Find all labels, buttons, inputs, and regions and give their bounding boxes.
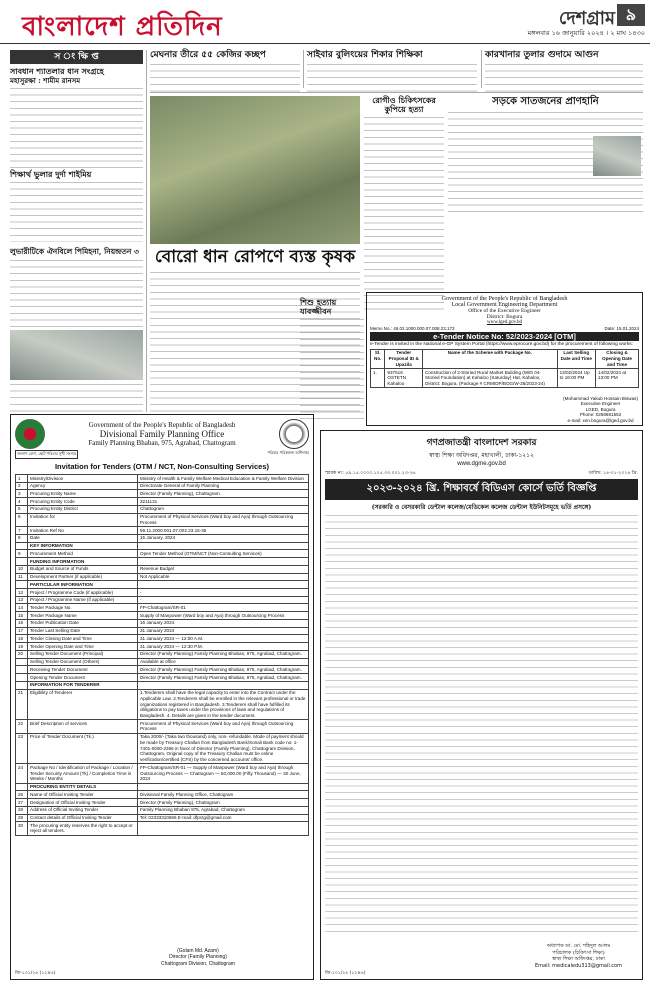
- table-row: [16, 658, 309, 666]
- dfp-cell: Eligibility of Tenderer: [28, 689, 138, 720]
- region-title: দেশগ্রাম: [558, 8, 615, 29]
- table-row: [16, 674, 309, 682]
- lged-th-id: Tender Proposal ID & Upazila: [385, 349, 423, 368]
- dfp-cell: Package No / Identification of Package / Location / Tender Security Amount (Tk) / Completion Time in Weeks / Months: [28, 764, 138, 783]
- brief-story-1[interactable]: [10, 67, 143, 168]
- road-photo: [593, 136, 641, 176]
- brief-story-2[interactable]: [10, 170, 143, 242]
- dfp-cell: Director (Family Planning) Family Planning Bhaban, 975, Agrabad, Chattogram.: [138, 674, 309, 682]
- dfp-cell: 19: [16, 643, 28, 651]
- column-rule: [146, 50, 147, 412]
- dfp-cell: Selling Tender Document (Others): [28, 658, 138, 666]
- dghs-gov-title: গণপ্রজাতন্ত্রী বাংলাদেশ সরকার: [426, 438, 537, 448]
- boro-paddy-photo: [150, 96, 360, 244]
- lged-signer: (Mohammad Yakub Hossain Biswas): [563, 395, 638, 401]
- dfp-cell: Chattogram: [138, 505, 309, 513]
- dfp-cell: 3: [16, 490, 28, 498]
- dfp-cell: [16, 581, 28, 589]
- dfp-cell: [138, 581, 309, 589]
- table-row: [16, 733, 309, 764]
- dfp-cell: Project / Programme Name (if applicable): [28, 596, 138, 604]
- dghs-ref: জি-১০১/২৪ (১২×৪): [325, 971, 366, 976]
- dfp-cell: 13: [16, 596, 28, 604]
- lged-gov-title: Government of the People's Republic of Bangladesh: [441, 296, 568, 302]
- dfp-cell: Budget and Source of Funds: [28, 565, 138, 573]
- dfp-cell: 28: [16, 806, 28, 814]
- dfp-cell: [138, 681, 309, 689]
- dfp-cell: 29: [16, 814, 28, 822]
- dfp-cell: FUNDING INFORMATION: [28, 558, 138, 566]
- dfp-cell: Tender Closing Date and Time: [28, 635, 138, 643]
- table-row: [16, 604, 309, 612]
- table-row: [16, 596, 309, 604]
- dfp-tender-table: [15, 474, 309, 836]
- dghs-headline: ২০২৩-২০২৪ খ্রি. শিক্ষাবর্ষে বিডিএস কোর্সে ভর্তি বিজ্ঞপ্তি: [325, 479, 638, 500]
- dfp-cell: Taka 2000/- (Taka two thousand) only, non- refundable. Mode of payment should be made by Treasury Challan from Bangladesh Bank/Sonali Bank code no: 1-7401-0000-2366 in favor of Director (Family Planning), Chattogram Division, Chattogram. Original copy of the Treasury Challan must be online verification/certified (CFS) by the concerned accounts' office.: [138, 733, 309, 764]
- fire-headline: শিশু হত্যায় যাবজ্জীবন: [300, 297, 337, 317]
- dfp-cell: Family Planning Bhaban 975, Agrabad, Chattogram: [138, 806, 309, 814]
- dfp-cell: Director (Family Planning) Family Planning Bhaban, 975, Agrabad, Chattogram.: [138, 650, 309, 658]
- dfp-cell: [16, 681, 28, 689]
- lged-th-scheme: Name of the Scheme with Package No.: [423, 349, 558, 368]
- dfp-cell: Receiving Tender Document: [28, 666, 138, 674]
- lged-cell-id: 937516 OSTETN Kahaloo: [385, 369, 423, 388]
- road-story[interactable]: [448, 96, 643, 212]
- lged-signer-org: LGED, Bogura: [585, 406, 616, 412]
- table-row: [16, 527, 309, 535]
- table-row: [16, 619, 309, 627]
- table-row: [16, 581, 309, 589]
- dfp-cell: Invitation Ref No: [28, 527, 138, 535]
- dfp-cell: [16, 783, 28, 791]
- table-row: [16, 589, 309, 597]
- dfp-cell: 21: [16, 689, 28, 720]
- dfp-cell: 9: [16, 550, 28, 558]
- dfp-cell: 18: [16, 635, 28, 643]
- dfp-cell: Open Tender Method (OTM/NCT (Non-Consulting Services): [138, 550, 309, 558]
- masthead: [0, 0, 650, 44]
- cyber-headline: সাইবার বুলিংয়ের শিকার শিক্ষিকা: [307, 50, 423, 60]
- dfp-cell: 8: [16, 534, 28, 542]
- table-row: [16, 650, 309, 658]
- lged-signature-block: [563, 396, 638, 424]
- dfp-cell: 7: [16, 527, 28, 535]
- dghs-signature-block: [535, 943, 622, 969]
- factory-headline: কারখানার তুলার গুদামে আগুন: [485, 50, 599, 60]
- dfp-cell: 6: [16, 513, 28, 526]
- table-row: [16, 534, 309, 542]
- dfp-cell: FP-Chattogram/SR-01 — Supply of Manpower (Ward boy and Aya) through Outsourcing Process — Chattogram — 50,000.00 (Fifty Thousand) — 30 June, 2024: [138, 764, 309, 783]
- dfp-cell: Divisional Family Planning Office, Chattogram: [138, 791, 309, 799]
- dfp-cell: 31 January 2024: [138, 627, 309, 635]
- dghs-body: [325, 515, 638, 935]
- dfp-cell: 15 January, 2024: [138, 534, 309, 542]
- dfp-cell: 10: [16, 565, 28, 573]
- dghs-signer-org: স্বাস্থ্য শিক্ষা অধিদপ্তর, ঢাকা: [552, 956, 605, 962]
- dfp-cell: Not Applicable: [138, 573, 309, 581]
- lged-web[interactable]: www.lged.gov.bd: [486, 320, 523, 325]
- dfp-cell: 1: [16, 475, 28, 483]
- lged-office: Office of the Executive Engineer: [468, 308, 541, 314]
- dfp-cell: Selling Tender Document (Principal): [28, 650, 138, 658]
- page-number: ৯: [617, 4, 645, 26]
- dfp-gov-title: Government of the People's Republic of Bangladesh: [88, 421, 236, 429]
- dfp-cell: Procuring Entity Name: [28, 490, 138, 498]
- table-row: [16, 490, 309, 498]
- dfp-cell: The procuring entity reserves the right to accept or reject all tenders.: [28, 822, 138, 835]
- fire-story[interactable]: [300, 298, 364, 419]
- lged-memo: Memo No.: 46.02.1000.000.07.008.23.173: [370, 326, 455, 331]
- table-row: [16, 573, 309, 581]
- dfp-cell: Invitation for: [28, 513, 138, 526]
- dfp-cell: Procuring Entity Code: [28, 498, 138, 506]
- table-row: [16, 806, 309, 814]
- dfp-cell: PARTICULAR INFORMATION: [28, 581, 138, 589]
- dghs-dept: স্বাস্থ্য শিক্ষা অধিদপ্তর, মহাখালী, ঢাকা-১২১২: [429, 452, 534, 459]
- table-row: [16, 799, 309, 807]
- lged-th-sl: Sl. No.: [371, 349, 385, 368]
- dfp-cell: Director (Family Planning) Family Planning Bhaban, 975, Agrabad, Chattogram.: [138, 666, 309, 674]
- factory-body: [485, 64, 643, 94]
- boro-headline: বোরো ধান রোপণে ব্যস্ত কৃষক: [154, 247, 356, 267]
- dfp-cell: [16, 674, 28, 682]
- brief-1-body: [10, 88, 143, 168]
- dfp-cell: 2: [16, 482, 28, 490]
- dfp-cell: [16, 658, 28, 666]
- dghs-memo: স্মারক নং: ৫৯.১৫.০০০০.১০৫.৩৩.০০১.২৩-২৬: [325, 471, 416, 476]
- lged-notice-title: e-Tender Notice No: 52/2023-2024 [OTM]: [370, 332, 639, 341]
- dfp-cell: Tender Publication Date: [28, 619, 138, 627]
- section-tag: স ং ক্ষি প্ত: [10, 50, 143, 64]
- dfp-cell: 59.11.2000.001.07.002.23.15-35: [138, 527, 309, 535]
- dfp-cell: Agency: [28, 482, 138, 490]
- turtle-story[interactable]: [150, 50, 300, 94]
- dfp-cell: Procurement Method: [28, 550, 138, 558]
- lged-signer-role: Executive Engineer: [580, 401, 621, 406]
- table-row: [16, 475, 309, 483]
- hospital-story[interactable]: [364, 96, 444, 312]
- dfp-cell: 16 January 2024: [138, 619, 309, 627]
- dghs-date: তারিখ: ১৪-০১-২০২৪ খ্রি.: [588, 471, 638, 476]
- table-row: [16, 822, 309, 835]
- table-row: [16, 791, 309, 799]
- table-row: [16, 542, 309, 550]
- fire-body: [300, 319, 364, 419]
- dfp-cell: Tender Package Name: [28, 612, 138, 620]
- table-row: [16, 627, 309, 635]
- dfp-cell: 27: [16, 799, 28, 807]
- dfp-cell: [138, 783, 309, 791]
- hospital-headline: রোগীও চিকিৎসকের কুপিয়ে হত্যা: [372, 95, 436, 115]
- dfp-cell: Revenue Budget: [138, 565, 309, 573]
- lged-tender-ad[interactable]: [366, 292, 643, 426]
- column-rule: [303, 50, 304, 88]
- dfp-cell: 30: [16, 822, 28, 835]
- bangladesh-emblem-icon: [15, 419, 45, 449]
- dfp-cell: KEY INFORMATION: [28, 542, 138, 550]
- table-row: [16, 558, 309, 566]
- dfp-ref: জি-১০১/২৪ (১২×৪): [15, 971, 56, 976]
- dfp-cell: -: [138, 596, 309, 604]
- lged-cell-closing: 14/02/2024 at 13:00 PM: [595, 369, 638, 388]
- table-row: [16, 720, 309, 733]
- dfp-signer-office: Chattogram Division, Chattogram: [161, 960, 235, 967]
- dfp-cell: Date: [28, 534, 138, 542]
- table-row: [16, 814, 309, 822]
- lged-cell-sl: 1.: [371, 369, 385, 388]
- dfp-cell: PROCURING ENTITY DETAILS: [28, 783, 138, 791]
- dfp-cell: Tender Last Selling Date: [28, 627, 138, 635]
- dfp-cell: FP-Chattogram/SR-01: [138, 604, 309, 612]
- brief-3-body: [10, 260, 143, 332]
- dghs-subheadline: (সরকারি ও বেসরকারি ডেন্টাল কলেজ/মেডিকেল কলেজ ডেন্টাল ইউনিটসমূহে ভর্তি প্রসঙ্গে): [371, 504, 592, 511]
- dfp-cell: Ministry of Health & Family Welfare Medical Education & Family Welfare Division: [138, 475, 309, 483]
- brief-1-subtitle: মহাসুরক্ষা : শামীম রানসম: [10, 76, 81, 86]
- table-row: [16, 635, 309, 643]
- dfp-cell: 24: [16, 764, 28, 783]
- dfp-cell: Designation of Official Inviting Tender: [28, 799, 138, 807]
- brief-photo-caption: [10, 384, 143, 412]
- lged-cell-selling: 13/02/2024 Up to 16:00 PM: [557, 369, 595, 388]
- dfp-cell: 22: [16, 720, 28, 733]
- dfp-cell: Price of Tender Document (Tk.): [28, 733, 138, 764]
- dfp-cell: Directorate General of Family Planning: [138, 482, 309, 490]
- table-row: [16, 612, 309, 620]
- lged-email[interactable]: e-mail: xen.bogura@lged.gov.bd: [567, 417, 634, 423]
- turtle-body: [150, 64, 300, 94]
- lged-district: District: Bogura: [486, 314, 523, 320]
- lged-phone: Phone: 0258881552: [579, 412, 622, 417]
- hospital-body: [364, 117, 444, 312]
- table-row: [16, 498, 309, 506]
- lged-cell-scheme: Construction of 2-Storied Rural Market Building (With 04-Storied Foundation) at Kahaloo (Saturday) Hat, Kahaloo, District: Bogura. (Package # CRMIDP/BOG/W-35/2023-24): [423, 369, 558, 388]
- dfp-signer: (Golam Md. Azam): [177, 947, 219, 954]
- brief-3-headline: লুভারীটিকে ঐনবিলে পিমিহনা, নিয়ন্দ্রতন ৩: [10, 247, 139, 256]
- brief-1-headline: সাবধান শ্যাতলার ধান সংগ্রহে: [10, 66, 104, 76]
- dghs-email[interactable]: Email: medicaledu313@gmail.com: [535, 962, 622, 969]
- dfp-signer-role: Director (Family Planning): [169, 954, 227, 960]
- dfp-cell: 16: [16, 619, 28, 627]
- dfp-tag-right: পরিবার পরিকল্পনা অধিদপ্তর: [267, 450, 309, 455]
- dfp-cell: [138, 558, 309, 566]
- dfp-cell: Brief Description of services: [28, 720, 138, 733]
- table-row: [16, 565, 309, 573]
- dfp-cell: 14: [16, 604, 28, 612]
- dghs-admission-ad[interactable]: [320, 430, 643, 980]
- dfp-address: Family Planning Bhaban, 975, Agrabad, Chattogram: [88, 439, 236, 447]
- brief-story-3[interactable]: [10, 248, 143, 332]
- dfp-cell: 31 January 2024 — 12:30 P.M.: [138, 643, 309, 651]
- brief-2-body: [10, 182, 143, 242]
- road-headline: সড়কে সাতজনের প্রাণহানি: [492, 96, 599, 107]
- dghs-signer-role: পরিচালক (চিকিৎসা শিক্ষা): [552, 949, 605, 956]
- table-row: [16, 681, 309, 689]
- dfp-cell: [16, 542, 28, 550]
- table-row: [16, 505, 309, 513]
- dfp-cell: [16, 666, 28, 674]
- dfp-cell: 4: [16, 498, 28, 506]
- table-row: [16, 689, 309, 720]
- table-row: [16, 513, 309, 526]
- dfp-cell: Opening Tender Document: [28, 674, 138, 682]
- dfp-cell: Procurement of Physical Services (Ward boy and Aya) through Outsourcing Process: [138, 513, 309, 526]
- dfp-cell: Name of Official Inviting Tender: [28, 791, 138, 799]
- dfp-cell: 11: [16, 573, 28, 581]
- dfp-tag-left: জনগণ যোগ, ছোট পরিবার সুখী সংসার: [15, 450, 78, 459]
- dfp-cell: [138, 822, 309, 835]
- dfp-cell: Contact details of Official Inviting Tender: [28, 814, 138, 822]
- brief-photo: [10, 330, 143, 380]
- dfp-cell: 17: [16, 627, 28, 635]
- newspaper-logo[interactable]: বাংলাদেশ প্রতিদিন: [22, 12, 223, 42]
- table-row: [16, 783, 309, 791]
- dfp-cell: Tel: 02333310666 E-mail: dfpctg@gmail.com: [138, 814, 309, 822]
- dfp-cell: Tender Package No.: [28, 604, 138, 612]
- dfp-cell: Ministry/Division: [28, 475, 138, 483]
- lged-notice-body: e-Tender is invited in the National e-GP System Portal (https://www.eprocure.gov.bd) for the procurement of following works:: [370, 342, 633, 347]
- lged-date: Date: 15.01.2024: [604, 326, 639, 331]
- dfp-cell: Procuring Entity District: [28, 505, 138, 513]
- dfp-tender-ad[interactable]: [10, 414, 314, 980]
- dfp-cell: Director (Family Planning), Chattogram.: [138, 490, 309, 498]
- table-row: [16, 643, 309, 651]
- dfp-cell: Development Partner (if applicable): [28, 573, 138, 581]
- table-row: [371, 369, 639, 388]
- dfp-cell: -: [138, 589, 309, 597]
- dfp-cell: Supply of Manpower (Ward boy and Aya) through Outsourcing Process: [138, 612, 309, 620]
- column-rule: [481, 50, 482, 88]
- dfp-cell: 15: [16, 612, 28, 620]
- brief-2-headline: শিক্ষার্থ ভুলার দুর্দা শাইমিয়: [10, 169, 92, 179]
- dfp-cell: 12: [16, 589, 28, 597]
- lged-tender-table: [370, 349, 639, 388]
- dghs-signer: অধ্যাপক ডা. মো. শহিদুল আলম: [546, 943, 611, 949]
- dfp-cell: Procurement of Physical Services (Ward boy and Aya) through Outsourcing Process: [138, 720, 309, 733]
- dfp-signature-block: [161, 948, 235, 968]
- dfp-cell: [16, 558, 28, 566]
- dfp-cell: 23: [16, 733, 28, 764]
- factory-story[interactable]: [485, 50, 643, 94]
- dfp-cell: Available at office: [138, 658, 309, 666]
- dfp-invitation-title: Invitation for Tenders (OTM / NCT, Non-Consulting Services): [54, 462, 270, 471]
- dfp-cell: 5: [16, 505, 28, 513]
- dfp-cell: 1.Tenderers shall have the legal capacity to enter into the Contract under the Applicable Law. 2.Tenderers shall be enrolled in the relevant professional or trade organizations registered in Bangladesh. 3.Tenderers shall have fulfilled its obligations to pay taxes under the provisions of laws and regulations of Bangladesh. 4. Details are given in the tender document.: [138, 689, 309, 720]
- row-rule: [150, 92, 643, 93]
- turtle-headline: মেঘনার তীরে ৫৫ কেজির কচ্ছপ: [150, 50, 266, 60]
- dghs-web[interactable]: www.dgme.gov.bd: [457, 461, 506, 467]
- cyber-body: [307, 64, 477, 94]
- cyber-story[interactable]: [307, 50, 477, 94]
- table-row: [16, 764, 309, 783]
- dfp-cell: Address of Official Inviting Tender: [28, 806, 138, 814]
- dfp-cell: INFORMATION FOR TENDERER: [28, 681, 138, 689]
- dfp-cell: 20: [16, 650, 28, 658]
- issue-date: মঙ্গলবার ১৬ জানুয়ারি ২০২৪ । ২ মাঘ ১৪৩০: [527, 29, 645, 37]
- table-row: [16, 482, 309, 490]
- table-row: [16, 666, 309, 674]
- dfp-office: Divisional Family Planning Office: [99, 429, 225, 439]
- lged-th-selling: Last Selling Date and Time: [557, 349, 595, 368]
- table-row: [16, 550, 309, 558]
- dfp-cell: Director (Family Planning), Chattogram: [138, 799, 309, 807]
- lged-th-closing: Closing & Opening Date and Time: [595, 349, 638, 368]
- dfp-cell: Tender Opening Date and Time: [28, 643, 138, 651]
- dfp-cell: 26: [16, 791, 28, 799]
- dfp-cell: Project / Programme Code (if applicable): [28, 589, 138, 597]
- dfp-cell: [138, 542, 309, 550]
- lged-dept: Local Government Engineering Department: [451, 302, 558, 308]
- family-planning-logo-icon: [279, 419, 309, 449]
- dfp-cell: 3211131: [138, 498, 309, 506]
- dfp-cell: 31 January 2024 — 12:00 A.M.: [138, 635, 309, 643]
